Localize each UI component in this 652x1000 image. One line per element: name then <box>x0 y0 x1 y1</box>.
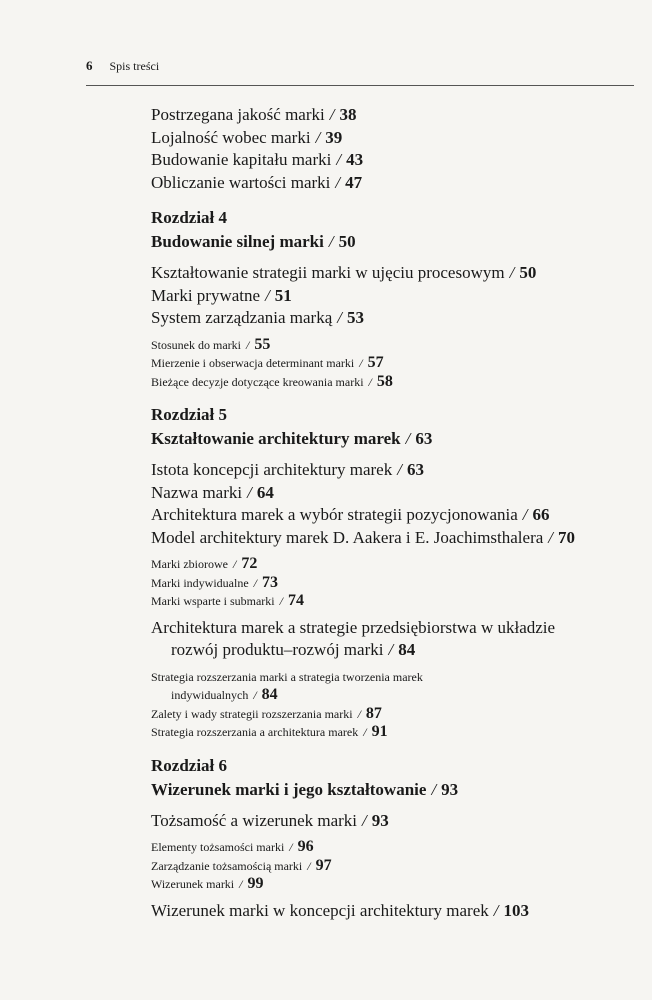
table-of-contents <box>151 104 631 922</box>
separator: / <box>362 810 367 830</box>
separator: / <box>239 877 243 891</box>
separator: / <box>335 172 341 192</box>
entry-title: Postrzegana jakość marki <box>151 105 325 124</box>
page-number: 84 <box>398 640 416 659</box>
entry-title: Mierzenie i obserwacja determinant marki <box>151 356 355 370</box>
entry-title-continuation <box>151 686 631 705</box>
entry-title: Zarządzanie tożsamością marki <box>151 858 303 873</box>
entry-title: Wizerunek marki w koncepcji architektury marek <box>151 900 489 920</box>
separator: / <box>253 688 257 702</box>
entry-title: Architektura marek a strategie przedsiębiorstwa w układzie <box>151 617 556 637</box>
chapter-heading <box>151 403 631 451</box>
page-number: 72 <box>241 555 258 572</box>
separator: / <box>368 374 372 389</box>
separator: / <box>522 505 528 524</box>
page-number: 63 <box>415 429 433 448</box>
entry-title: Marki wsparte i submarki <box>151 594 275 608</box>
page-number: 57 <box>367 354 384 371</box>
chapter-label: Rozdział 4 <box>151 208 228 227</box>
chapter-heading <box>151 754 631 802</box>
page-number: 74 <box>287 592 304 609</box>
page-number: 51 <box>274 285 292 305</box>
separator: / <box>388 640 394 659</box>
toc-entry <box>151 307 631 330</box>
chapter-title: Budowanie silnej marki <box>151 232 324 251</box>
separator: / <box>336 150 342 169</box>
separator: / <box>363 725 367 739</box>
chapter-title-line <box>151 427 631 451</box>
toc-entry <box>151 373 631 392</box>
chapter-heading <box>151 206 631 254</box>
page-number: 84 <box>261 686 278 703</box>
entry-title: Marki zbiorowe <box>151 557 228 571</box>
chapter-title-line <box>151 230 631 254</box>
separator: / <box>405 429 411 448</box>
page-number: 38 <box>339 105 357 124</box>
entry-title: Nazwa marki <box>151 482 243 502</box>
entry-title: Zalety i wady strategii rozszerzania marki <box>151 706 353 721</box>
entry-title: Stosunek do marki <box>151 337 241 352</box>
separator: / <box>253 575 257 590</box>
page-number: 91 <box>371 723 388 740</box>
entry-title: Kształtowanie strategii marki w ujęciu procesowym <box>151 263 505 282</box>
entry-title: Istota koncepcji architektury marek <box>151 460 393 479</box>
separator: / <box>548 527 554 547</box>
page-number: 47 <box>345 172 363 192</box>
entry-title: Bieżące decyzje dotyczące kreowania marki <box>151 374 364 389</box>
toc-entry <box>151 668 631 705</box>
page-number: 53 <box>346 308 364 327</box>
entry-title: Strategia rozszerzania marki a strategia tworzenia marek <box>151 669 423 684</box>
toc-entry <box>151 336 631 355</box>
separator: / <box>265 285 270 305</box>
entry-title: System zarządzania marką <box>151 308 333 327</box>
toc-entry <box>151 354 631 373</box>
page-number: 43 <box>346 150 364 169</box>
toc-entry <box>151 900 631 923</box>
chapter-label: Rozdział 5 <box>151 405 228 424</box>
chapter-label: Rozdział 6 <box>151 755 228 775</box>
entry-title: Strategia rozszerzania a architektura marek <box>151 725 359 739</box>
entry-title: Marki prywatne <box>151 285 261 305</box>
toc-entry <box>151 482 631 505</box>
toc-entry <box>151 574 631 593</box>
chapter-title: Kształtowanie architektury marek <box>151 429 401 448</box>
separator: / <box>232 557 237 571</box>
separator: / <box>289 840 293 854</box>
separator: / <box>246 337 250 352</box>
separator: / <box>397 460 402 479</box>
toc-entry <box>151 723 631 742</box>
entry-title: Elementy tożsamości marki <box>151 840 285 854</box>
page-number: 50 <box>519 263 537 282</box>
page-number: 97 <box>315 856 332 874</box>
page-number: 99 <box>247 875 264 892</box>
page-number: 93 <box>441 779 459 799</box>
entry-title: Architektura marek a wybór strategii pozycjonowania <box>151 505 518 524</box>
separator: / <box>315 127 321 147</box>
page-number: 66 <box>532 505 550 524</box>
toc-entry <box>151 592 631 611</box>
toc-entry <box>151 838 631 857</box>
page-number: 58 <box>376 372 393 390</box>
toc-entry <box>151 875 631 894</box>
toc-entry <box>151 127 631 150</box>
separator: / <box>431 779 437 799</box>
page-number: 63 <box>406 460 424 479</box>
separator: / <box>279 594 283 608</box>
entry-title: Wizerunek marki <box>151 877 235 891</box>
toc-entry <box>151 527 631 550</box>
page-number: 103 <box>503 900 529 920</box>
entry-title: Lojalność wobec marki <box>151 127 311 147</box>
toc-entry <box>151 617 631 662</box>
toc-entry <box>151 459 631 482</box>
toc-entry <box>151 262 631 285</box>
entry-title: Marki indywidualne <box>151 575 249 590</box>
toc-entry <box>151 172 631 195</box>
toc-entry <box>151 857 631 876</box>
toc-entry <box>151 810 631 833</box>
entry-title: Model architektury marek D. Aakera i E. Joachimsthalera <box>151 527 544 547</box>
entry-title-cont-text: indywidualnych <box>171 688 249 702</box>
chapter-title-line <box>151 778 631 802</box>
toc-entry <box>151 285 631 308</box>
header-divider <box>86 85 634 86</box>
page-number: 73 <box>262 573 278 591</box>
entry-title: Tożsamość a wizerunek marki <box>151 810 358 830</box>
toc-entry <box>151 149 631 172</box>
separator: / <box>337 308 342 327</box>
separator: / <box>328 232 334 251</box>
page-number: 6 <box>86 58 93 73</box>
separator: / <box>359 356 363 370</box>
page-number: 70 <box>558 527 576 547</box>
chapter-title: Wizerunek marki i jego kształtowanie <box>151 779 427 799</box>
separator: / <box>509 263 515 282</box>
entry-title-continuation <box>151 639 631 662</box>
page-number: 87 <box>365 704 382 722</box>
page-number: 55 <box>254 335 271 353</box>
page-number: 50 <box>338 232 356 251</box>
page-number: 96 <box>297 838 314 855</box>
entry-title-cont-text: rozwój produktu–rozwój marki <box>171 640 384 659</box>
entry-title: Budowanie kapitału marki <box>151 150 332 169</box>
page-number: 93 <box>371 810 389 830</box>
page-number: 64 <box>256 482 274 502</box>
separator: / <box>329 105 335 124</box>
separator: / <box>247 482 252 502</box>
toc-entry <box>151 705 631 724</box>
separator: / <box>493 900 499 920</box>
page-number: 39 <box>325 127 343 147</box>
toc-entry <box>151 504 631 527</box>
toc-entry <box>151 104 631 127</box>
separator: / <box>357 706 361 721</box>
entry-title: Obliczanie wartości marki <box>151 172 331 192</box>
separator: / <box>307 858 311 873</box>
running-title: Spis treści <box>109 59 160 73</box>
toc-entry <box>151 555 631 574</box>
page-header <box>86 58 634 74</box>
